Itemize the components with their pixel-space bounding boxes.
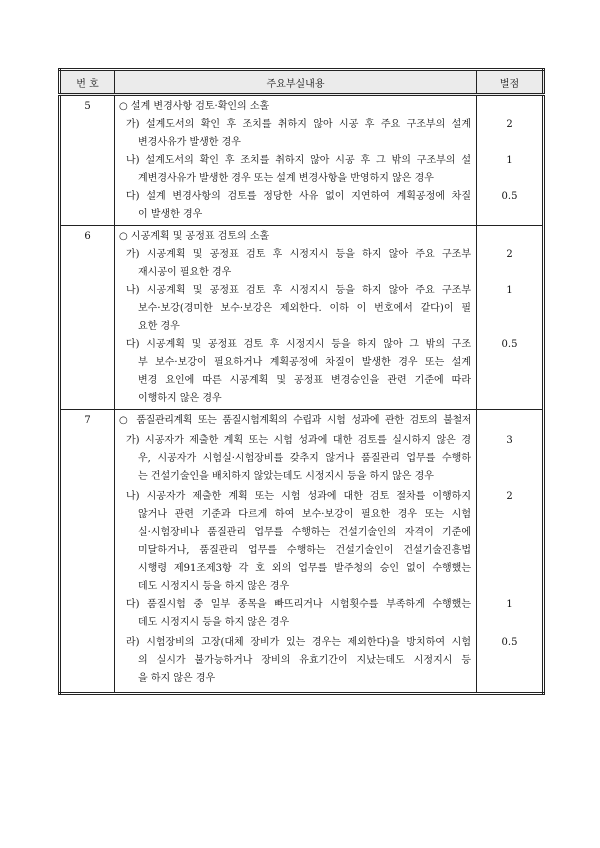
item-text-line: 가) 시공자가 제출한 계획 또는 시험 성과에 대한 검토를 실시하지 않은 경 <box>126 435 471 446</box>
item-text <box>115 486 477 596</box>
penalty-item-row <box>60 596 544 632</box>
row-number: 7 <box>60 410 115 694</box>
penalty-empty <box>477 95 544 117</box>
penalty-item-row <box>60 336 544 410</box>
penalty-score: 1 <box>477 282 544 336</box>
penalty-score: 1 <box>477 596 544 632</box>
penalty-score: 2 <box>477 116 544 152</box>
item-text-line: 나) 설계도서의 확인 후 조치를 취하지 않아 시공 후 그 밖의 구조부의 설 <box>126 155 471 166</box>
item-text-line: 데도 시정지시 등을 하지 않은 경우 <box>138 581 290 592</box>
item-text-line: 변경 요인에 따른 시공계획 및 공정표 변경승인을 관련 기준에 따라 <box>138 375 471 386</box>
item-text <box>115 188 477 226</box>
item-text-line: 가) 설계도서의 확인 후 조치를 취하지 않아 시공 후 주요 구조부의 설계 <box>126 119 471 130</box>
item-text-line: 다) 품질시험 중 일부 종목을 빠뜨리거나 시험횟수를 부족하게 수행했는 <box>126 599 471 610</box>
penalty-score: 0.5 <box>477 188 544 226</box>
item-text <box>115 336 477 410</box>
item-text-line: 의 실시가 불가능하거나 장비의 유효기간이 지났는데도 시정지시 등 <box>138 655 471 666</box>
item-text-line: 데도 시정지시 등을 하지 않은 경우 <box>138 617 290 628</box>
item-text <box>115 152 477 188</box>
penalty-score: 3 <box>477 430 544 486</box>
header-content: 주요부실내용 <box>115 70 477 95</box>
penalty-item-row <box>60 152 544 188</box>
section-heading-cell <box>115 410 477 431</box>
item-text <box>115 430 477 486</box>
table-header-row <box>60 70 544 95</box>
penalty-item-row <box>60 282 544 336</box>
item-text-line: 미달하거나, 품질관리 업무를 수행하는 건설기술인이 건설기술진흥법 <box>138 545 471 556</box>
item-text <box>115 632 477 694</box>
section-heading-row <box>60 95 544 117</box>
penalty-score: 2 <box>477 486 544 596</box>
section-heading-cell <box>115 226 477 247</box>
item-text-line: 보수·보강(경미한 보수·보강은 제외한다. 이하 이 번호에서 같다)이 필 <box>138 303 471 314</box>
item-text <box>115 282 477 336</box>
penalty-empty <box>477 226 544 247</box>
item-text-line: 나) 시공계획 및 공정표 검토 후 시정지시 등을 하지 않아 주요 구조부 <box>126 285 471 296</box>
penalty-score: 1 <box>477 152 544 188</box>
section-heading: ○ 품질관리계획 또는 품질시험계획의 수립과 시험 성과에 관한 검토의 불철저 <box>119 415 471 426</box>
item-text-line: 는 건설기술인을 배치하지 않았는데도 시정지시 등을 하지 않은 경우 <box>138 471 434 482</box>
row-number: 6 <box>60 226 115 410</box>
item-text-line: 우, 시공자가 시험실·시험장비를 갖추지 않거나 품질관리 업무를 수행하 <box>138 453 471 464</box>
penalty-item-row <box>60 430 544 486</box>
item-text-line: 다) 설계 변경사항의 검토를 정당한 사유 없이 지연하여 계획공정에 차질 <box>126 191 471 202</box>
item-text-line: 라) 시험장비의 고장(대체 장비가 있는 경우는 제외한다)을 방치하여 시험 <box>126 637 471 648</box>
item-text-line: 변경사유가 발생한 경우 <box>138 137 241 148</box>
item-text-line: 이 발생한 경우 <box>138 209 203 220</box>
item-text-line: 않거나 관련 기준과 다르게 하여 보수·보강이 필요한 경우 또는 시험 <box>138 509 471 520</box>
item-text-line: 이행하지 않은 경우 <box>138 393 222 404</box>
section-heading: ○ 설계 변경사항 검토·확인의 소홀 <box>119 101 270 112</box>
item-text-line: 을 하지 않은 경우 <box>138 673 216 684</box>
penalty-item-row <box>60 632 544 694</box>
section-heading-row <box>60 226 544 247</box>
penalty-item-row <box>60 486 544 596</box>
item-text-line: 부 보수·보강이 필요하거나 계획공정에 차질이 발생한 경우 또는 설계 <box>138 357 471 368</box>
item-text-line: 다) 시공계획 및 공정표 검토 후 시정지시 등을 하지 않아 그 밖의 구조 <box>126 339 471 350</box>
penalty-item-row <box>60 188 544 226</box>
penalty-score: 0.5 <box>477 336 544 410</box>
penalty-empty <box>477 410 544 431</box>
penalty-item-row <box>60 246 544 282</box>
item-text-line: 재시공이 필요한 경우 <box>138 267 232 278</box>
item-text-line: 요한 경우 <box>138 321 180 332</box>
section-heading-cell <box>115 95 477 117</box>
header-number: 번 호 <box>60 70 115 95</box>
item-text <box>115 116 477 152</box>
penalty-table <box>58 68 545 695</box>
item-text-line: 가) 시공계획 및 공정표 검토 후 시정지시 등을 하지 않아 주요 구조부 <box>126 249 471 260</box>
section-heading-row <box>60 410 544 431</box>
item-text <box>115 246 477 282</box>
item-text-line: 시행령 제91조제3항 각 호 외의 업무를 발주청의 승인 없이 수행했는 <box>138 563 471 574</box>
item-text-line: 계변경사유가 발생한 경우 또는 설계 변경사항을 반영하지 않은 경우 <box>138 173 434 184</box>
penalty-score: 2 <box>477 246 544 282</box>
row-number: 5 <box>60 95 115 226</box>
header-penalty: 벌점 <box>477 70 544 95</box>
penalty-score: 0.5 <box>477 632 544 694</box>
item-text <box>115 596 477 632</box>
item-text-line: 실·시험장비나 품질관리 업무를 수행하는 건설기술인의 자격이 기준에 <box>138 527 471 538</box>
item-text-line: 나) 시공자가 제출한 계획 또는 시험 성과에 대한 검토 절차를 이행하지 <box>126 491 471 502</box>
penalty-item-row <box>60 116 544 152</box>
section-heading: ○ 시공계획 및 공정표 검토의 소홀 <box>119 231 270 242</box>
